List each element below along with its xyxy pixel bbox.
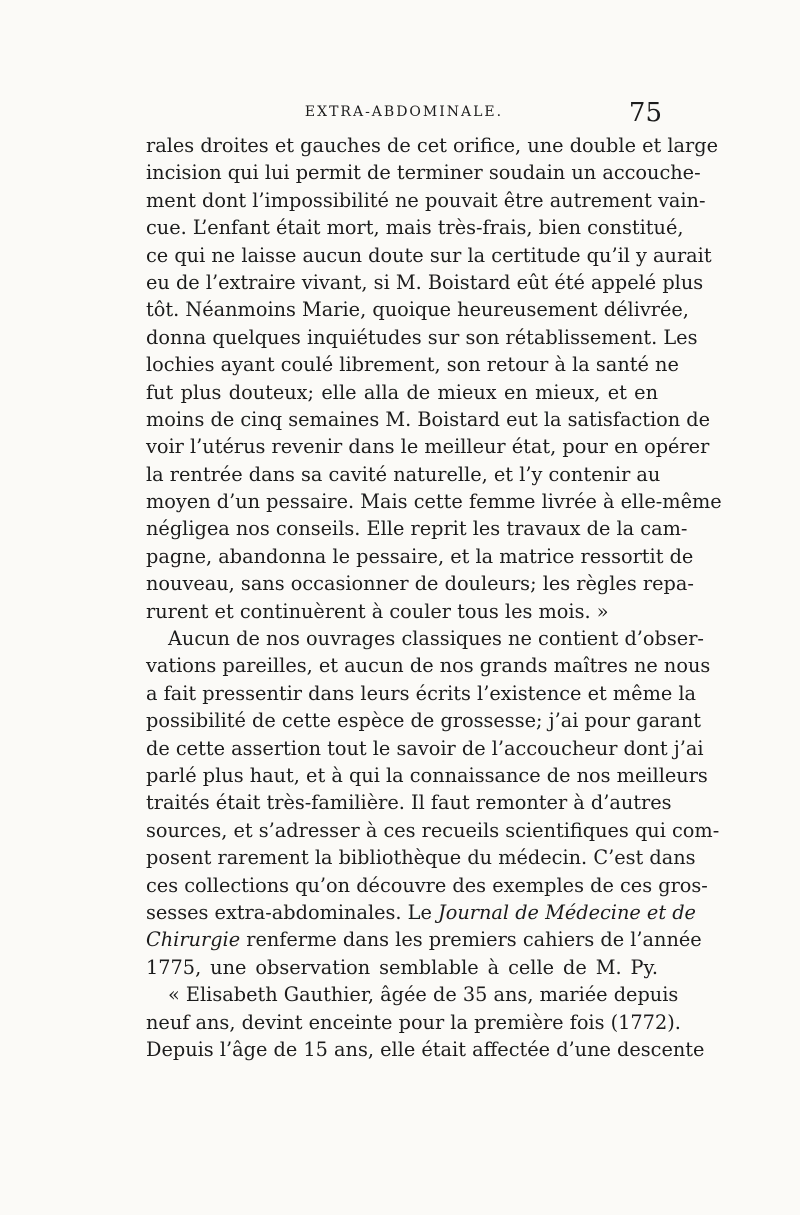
journal-title-italic: Journal de Médecine et de — [438, 900, 696, 924]
text-line: pagne, abandonna le pessaire, et la matrice ressortit de — [146, 544, 694, 568]
text-line-journal — [146, 899, 696, 926]
text-line: moins de cinq semaines M. Boistard eut la satisfaction de — [146, 407, 711, 431]
text-line: tôt. Néanmoins Marie, quoique heureusement délivrée, — [146, 298, 689, 322]
text-segment: sesses extra-abdominales. Le — [146, 900, 432, 924]
text-line: possibilité de cette espèce de grossesse; j’ai pour garant — [146, 709, 701, 733]
text-line: incision qui lui permit de terminer soudain un accouche- — [146, 161, 701, 185]
text-line: la rentrée dans sa cavité naturelle, et l’y contenir au — [146, 462, 661, 486]
text-line: Depuis l’âge de 15 ans, elle était affectée d’une descente — [146, 1037, 705, 1061]
text-line: nouveau, sans occasionner de douleurs; les règles repa- — [146, 572, 694, 596]
text-line: moyen d’un pessaire. Mais cette femme livrée à elle-même — [146, 490, 722, 514]
text-line: rales droites et gauches de cet orifice, une double et large — [146, 134, 719, 157]
text-line: neuf ans, devint enceinte pour la première fois (1772). — [146, 1010, 681, 1034]
text-line: a fait pressentir dans leurs écrits l’existence et même la — [146, 681, 697, 705]
text-line-paragraph-end: rurent et continuèrent à couler tous les mois. » — [146, 599, 609, 623]
text-line-paragraph-start: Aucun de nos ouvrages classiques ne contient d’obser- — [168, 627, 704, 651]
text-line: sources, et s’adresser à ces recueils scientifiques qui com- — [146, 818, 720, 842]
page-number: 75 — [628, 98, 662, 128]
text-line: lochies ayant coulé librement, son retour à la santé ne — [146, 353, 679, 377]
text-line: négligea nos conseils. Elle reprit les travaux de la cam- — [146, 517, 688, 541]
body-text — [146, 132, 722, 1063]
text-line: parlé plus haut, et à qui la connaissance de nos meilleurs — [146, 763, 708, 787]
text-line-quote-start: « Elisabeth Gauthier, âgée de 35 ans, mariée depuis — [168, 983, 679, 1007]
text-line: de cette assertion tout le savoir de l’accoucheur dont j’ai — [146, 736, 704, 760]
text-line-journal-cont — [146, 926, 702, 953]
text-line: ce qui ne laisse aucun doute sur la certitude qu’il y aurait — [146, 243, 712, 267]
text-line: 1775, une observation semblable à celle de M. Py. — [146, 955, 658, 979]
text-line: donna quelques inquiétudes sur son rétablissement. Les — [146, 325, 698, 349]
journal-title-italic-cont: Chirurgie — [146, 928, 241, 952]
running-title: EXTRA-ABDOMINALE. — [304, 104, 504, 120]
text-line: vations pareilles, et aucun de nos grands maîtres ne nous — [146, 654, 711, 678]
text-line: ces collections qu’on découvre des exemples de ces gros- — [146, 873, 708, 897]
text-line: ment dont l’impossibilité ne pouvait être autrement vain- — [146, 188, 706, 212]
text-line: voir l’utérus revenir dans le meilleur état, pour en opérer — [146, 435, 710, 459]
text-line: eu de l’extraire vivant, si M. Boistard eût été appelé plus — [146, 270, 704, 294]
text-line: traités était très-familière. Il faut remonter à d’autres — [146, 791, 672, 815]
text-line: cue. L’enfant était mort, mais très-frais, bien constitué, — [146, 216, 684, 240]
running-head — [146, 98, 662, 132]
text-segment: renferme dans les premiers cahiers de l’année — [240, 928, 702, 952]
text-line: posent rarement la bibliothèque du médecin. C’est dans — [146, 846, 696, 870]
text-line: fut plus douteux; elle alla de mieux en mieux, et en — [146, 380, 658, 404]
